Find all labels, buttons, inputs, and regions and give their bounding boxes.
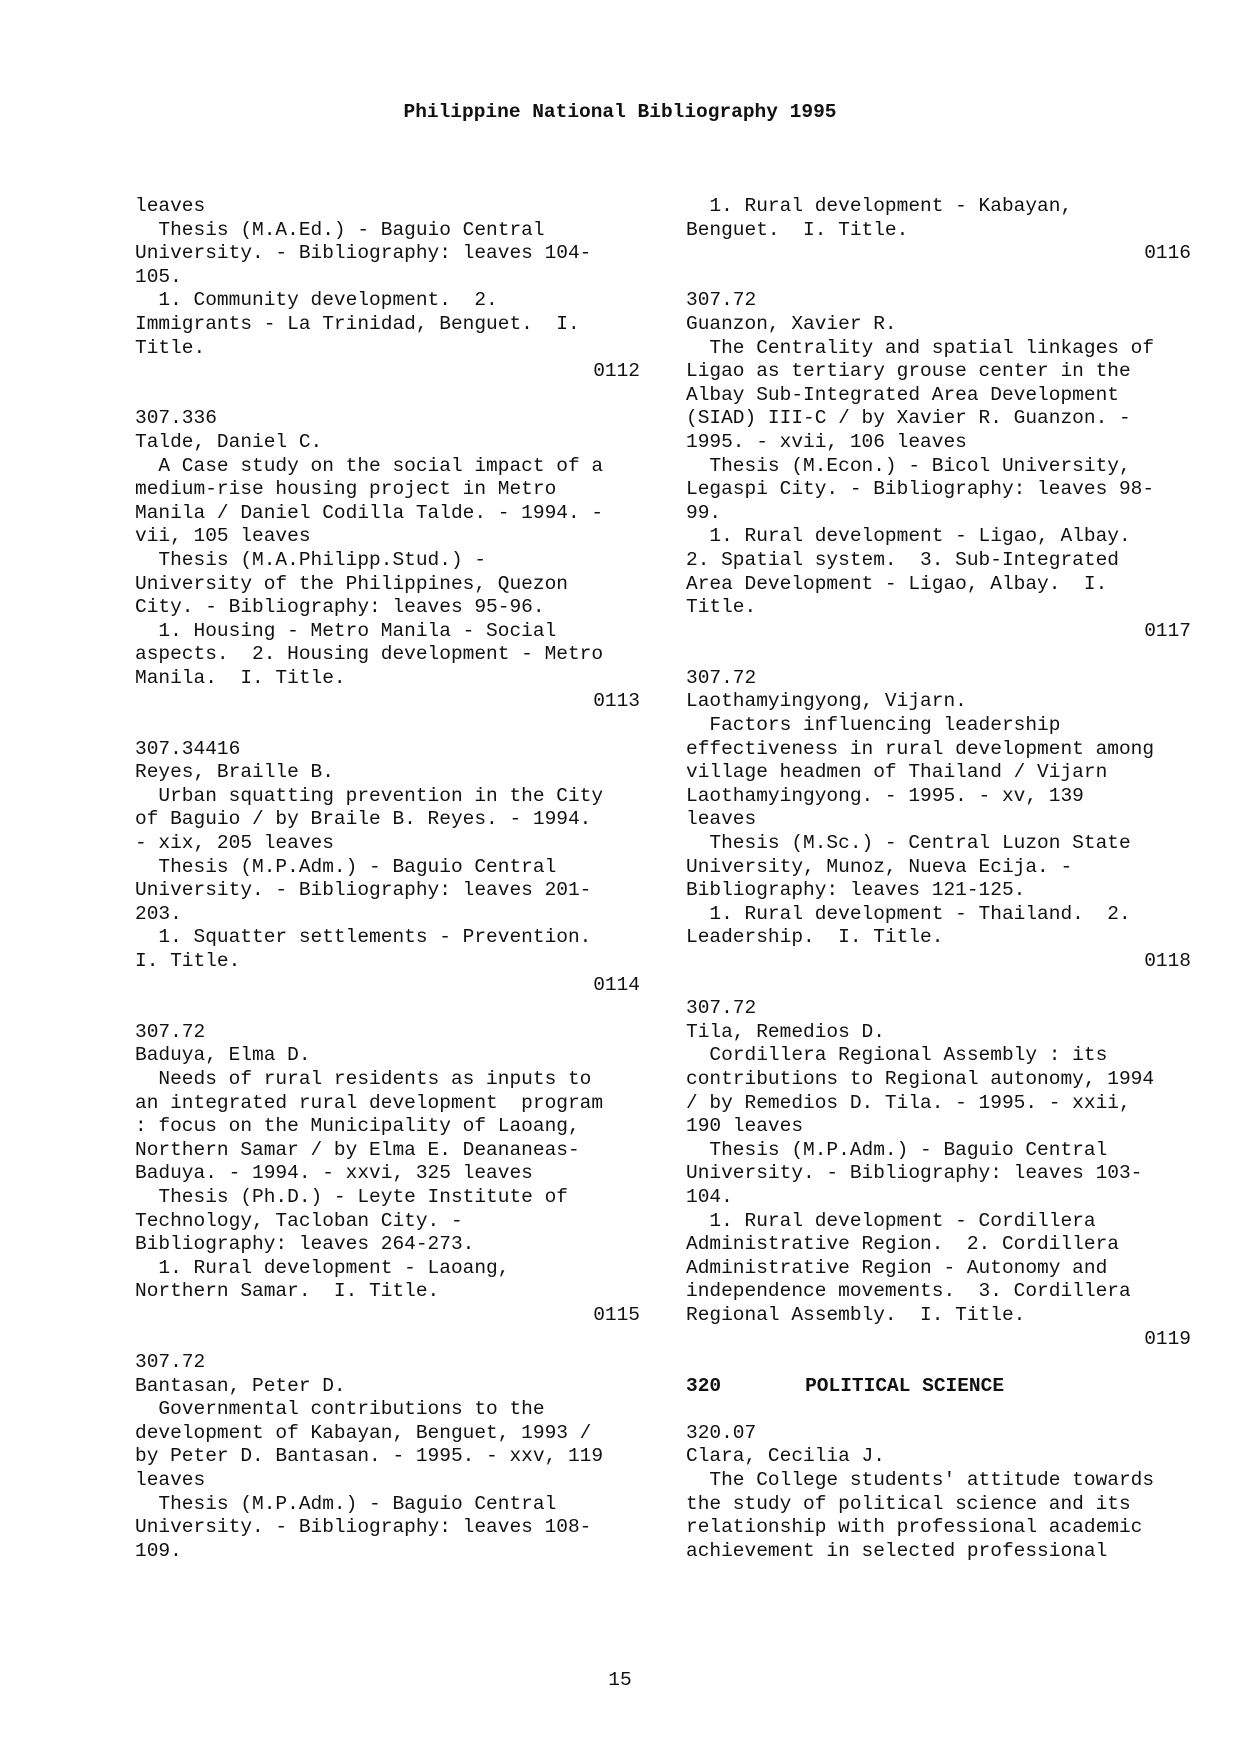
entry-line: Bibliography: leaves 121-125. [686, 879, 1026, 902]
right-column [686, 195, 1191, 1563]
entry-line: Legaspi City. - Bibliography: leaves 98- [686, 478, 1155, 501]
call-number: 307.72 [135, 1351, 206, 1374]
entry-line: Leadership. I. Title. [686, 926, 944, 949]
entry-line: 1. Rural development - Laoang, [135, 1256, 510, 1279]
entry-line: Bibliography: leaves 264-273. [135, 1233, 475, 1256]
section-code: 320 [686, 1374, 722, 1397]
entry-line: A Case study on the social impact of a [135, 454, 604, 477]
entry-line: 1. Community development. 2. [135, 289, 498, 312]
entry-line: City. - Bibliography: leaves 95-96. [135, 596, 545, 619]
entry-line: Title. [686, 596, 757, 619]
blank-line [686, 643, 1191, 667]
entry-number: 0118 [1144, 950, 1191, 972]
entry-0116-start [135, 1351, 640, 1563]
section-heading [686, 1375, 1191, 1399]
entry-line: 203. [135, 902, 182, 925]
entry-line: 1. Rural development - Ligao, Albay. [686, 525, 1131, 548]
blank-line [686, 1398, 1191, 1422]
entry-0113 [135, 407, 640, 714]
entry-line: Northern Samar / by Elma E. Deananeas- [135, 1138, 580, 1161]
entry-number: 0116 [1144, 242, 1191, 265]
entry-line: effectiveness in rural development among [686, 737, 1155, 760]
author: Guanzon, Xavier R. [686, 312, 897, 335]
entry-line: contributions to Regional autonomy, 1994 [686, 1067, 1155, 1090]
entry-line: 105. [135, 265, 182, 288]
entry-line: Thesis (M.A.Philipp.Stud.) - [135, 548, 487, 571]
entry-line: Title. [135, 336, 206, 359]
entry-line: Governmental contributions to the [135, 1398, 545, 1421]
author: Clara, Cecilia J. [686, 1445, 885, 1468]
entry-line: 1. Rural development - Kabayan, [686, 195, 1073, 217]
entry-line: Benguet. I. Title. [686, 218, 909, 241]
entry-line: Regional Assembly. I. Title. [686, 1303, 1026, 1326]
entry-line: village headmen of Thailand / Vijarn [686, 761, 1108, 784]
entry-line: Immigrants - La Trinidad, Benguet. I. [135, 312, 580, 335]
author: Reyes, Braille B. [135, 761, 334, 784]
entry-line: Manila. I. Title. [135, 666, 346, 689]
entry-line: relationship with professional academic [686, 1516, 1143, 1539]
entry-0117 [686, 289, 1191, 643]
entry-line: leaves [135, 1469, 206, 1492]
entry-line: Needs of rural residents as inputs to [135, 1067, 592, 1090]
entry-line: an integrated rural development program [135, 1091, 604, 1114]
entry-line: Thesis (M.Econ.) - Bicol University, [686, 454, 1131, 477]
entry-0114 [135, 738, 640, 998]
entry-line: achievement in selected professional [686, 1539, 1108, 1562]
entry-line: 1. Rural development - Cordillera [686, 1209, 1096, 1232]
entry-number: 0113 [593, 690, 640, 713]
entry-line: of Baguio / by Braile B. Reyes. - 1994. [135, 808, 592, 831]
blank-line [135, 384, 640, 408]
blank-line [686, 1351, 1191, 1375]
entry-line: Technology, Tacloban City. - [135, 1209, 463, 1232]
entry-line: development of Kabayan, Benguet, 1993 / [135, 1421, 592, 1444]
entry-line: / by Remedios D. Tila. - 1995. - xxii, [686, 1091, 1131, 1114]
entry-number: 0119 [1144, 1327, 1191, 1350]
entry-line: Albay Sub-Integrated Area Development [686, 383, 1119, 406]
entry-line: University. - Bibliography: leaves 104- [135, 242, 592, 265]
entry-line: Urban squatting prevention in the City [135, 784, 604, 807]
entry-0120-start [686, 1422, 1191, 1564]
entry-line: Ligao as tertiary grouse center in the [686, 360, 1131, 383]
entry-line: The Centrality and spatial linkages of [686, 336, 1155, 359]
entry-line: medium-rise housing project in Metro [135, 478, 557, 501]
entry-line: I. Title. [135, 950, 241, 972]
author: Laothamyingyong, Vijarn. [686, 690, 967, 713]
entry-0112 [135, 195, 640, 384]
author: Baduya, Elma D. [135, 1044, 311, 1067]
entry-line: Thesis (M.P.Adm.) - Baguio Central [135, 1492, 557, 1515]
entry-number: 0112 [593, 360, 640, 383]
entry-line: 1995. - xvii, 106 leaves [686, 430, 967, 453]
entry-line: Factors influencing leadership [686, 714, 1061, 737]
blank-line [686, 266, 1191, 290]
entry-line: 1. Housing - Metro Manila - Social [135, 619, 557, 642]
entry-line: (SIAD) III-C / by Xavier R. Guanzon. - [686, 407, 1131, 430]
entry-line: 99. [686, 501, 722, 524]
entry-0119 [686, 997, 1191, 1351]
entry-line: University of the Philippines, Quezon [135, 572, 568, 595]
left-column [135, 195, 640, 1563]
entry-0116-end [686, 195, 1191, 266]
call-number: 307.34416 [135, 737, 241, 760]
entry-line: - xix, 205 leaves [135, 832, 334, 855]
call-number: 307.72 [135, 1020, 206, 1043]
entry-line: 104. [686, 1185, 733, 1208]
entry-line: leaves [686, 808, 757, 831]
entry-number: 0114 [593, 973, 640, 996]
entry-line: Northern Samar. I. Title. [135, 1280, 440, 1303]
blank-line [135, 997, 640, 1021]
entry-0115 [135, 1021, 640, 1328]
entry-line: Thesis (M.P.Adm.) - Baguio Central [686, 1138, 1108, 1161]
entry-line: leaves [135, 195, 206, 217]
entry-line: 109. [135, 1539, 182, 1562]
entry-line: The College students' attitude towards [686, 1469, 1155, 1492]
entry-line: Cordillera Regional Assembly : its [686, 1044, 1108, 1067]
entry-line: Baduya. - 1994. - xxvi, 325 leaves [135, 1162, 533, 1185]
entry-line: vii, 105 leaves [135, 525, 311, 548]
entry-line: University, Munoz, Nueva Ecija. - [686, 855, 1073, 878]
author: Talde, Daniel C. [135, 430, 323, 453]
call-number: 320.07 [686, 1421, 757, 1444]
entry-number: 0117 [1144, 619, 1191, 642]
call-number: 307.336 [135, 407, 217, 430]
entry-line: Thesis (M.Sc.) - Central Luzon State [686, 832, 1131, 855]
entry-line: Manila / Daniel Codilla Talde. - 1994. - [135, 501, 604, 524]
entry-line: University. - Bibliography: leaves 108- [135, 1516, 592, 1539]
entry-line: aspects. 2. Housing development - Metro [135, 643, 604, 666]
entry-line: 2. Spatial system. 3. Sub-Integrated [686, 548, 1119, 571]
author: Bantasan, Peter D. [135, 1374, 346, 1397]
call-number: 307.72 [686, 666, 757, 689]
entry-line: University. - Bibliography: leaves 103- [686, 1162, 1143, 1185]
entry-line: the study of political science and its [686, 1492, 1131, 1515]
page-number: 15 [608, 1669, 632, 1691]
entry-line: : focus on the Municipality of Laoang, [135, 1115, 580, 1138]
entry-line: Laothamyingyong. - 1995. - xv, 139 [686, 784, 1084, 807]
entry-line: Thesis (Ph.D.) - Leyte Institute of [135, 1185, 568, 1208]
blank-line [135, 714, 640, 738]
entry-line: Administrative Region. 2. Cordillera [686, 1233, 1119, 1256]
blank-line [686, 974, 1191, 998]
blank-line [135, 1328, 640, 1352]
call-number: 307.72 [686, 289, 757, 312]
entry-line: Area Development - Ligao, Albay. I. [686, 572, 1108, 595]
entry-line: Administrative Region - Autonomy and [686, 1256, 1108, 1279]
entry-0118 [686, 667, 1191, 974]
entry-line: independence movements. 3. Cordillera [686, 1280, 1131, 1303]
entry-number: 0115 [593, 1303, 640, 1326]
author: Tila, Remedios D. [686, 1020, 885, 1043]
entry-line: 1. Rural development - Thailand. 2. [686, 902, 1131, 925]
entry-line: 190 leaves [686, 1115, 804, 1138]
call-number: 307.72 [686, 997, 757, 1020]
entry-line: 1. Squatter settlements - Prevention. [135, 926, 592, 949]
entry-line: University. - Bibliography: leaves 201- [135, 879, 592, 902]
section-label: POLITICAL SCIENCE [805, 1374, 1005, 1397]
entry-line: by Peter D. Bantasan. - 1995. - xxv, 119 [135, 1445, 604, 1468]
entry-line: Thesis (M.A.Ed.) - Baguio Central [135, 218, 545, 241]
page-title: Philippine National Bibliography 1995 [403, 101, 837, 123]
entry-line: Thesis (M.P.Adm.) - Baguio Central [135, 855, 557, 878]
